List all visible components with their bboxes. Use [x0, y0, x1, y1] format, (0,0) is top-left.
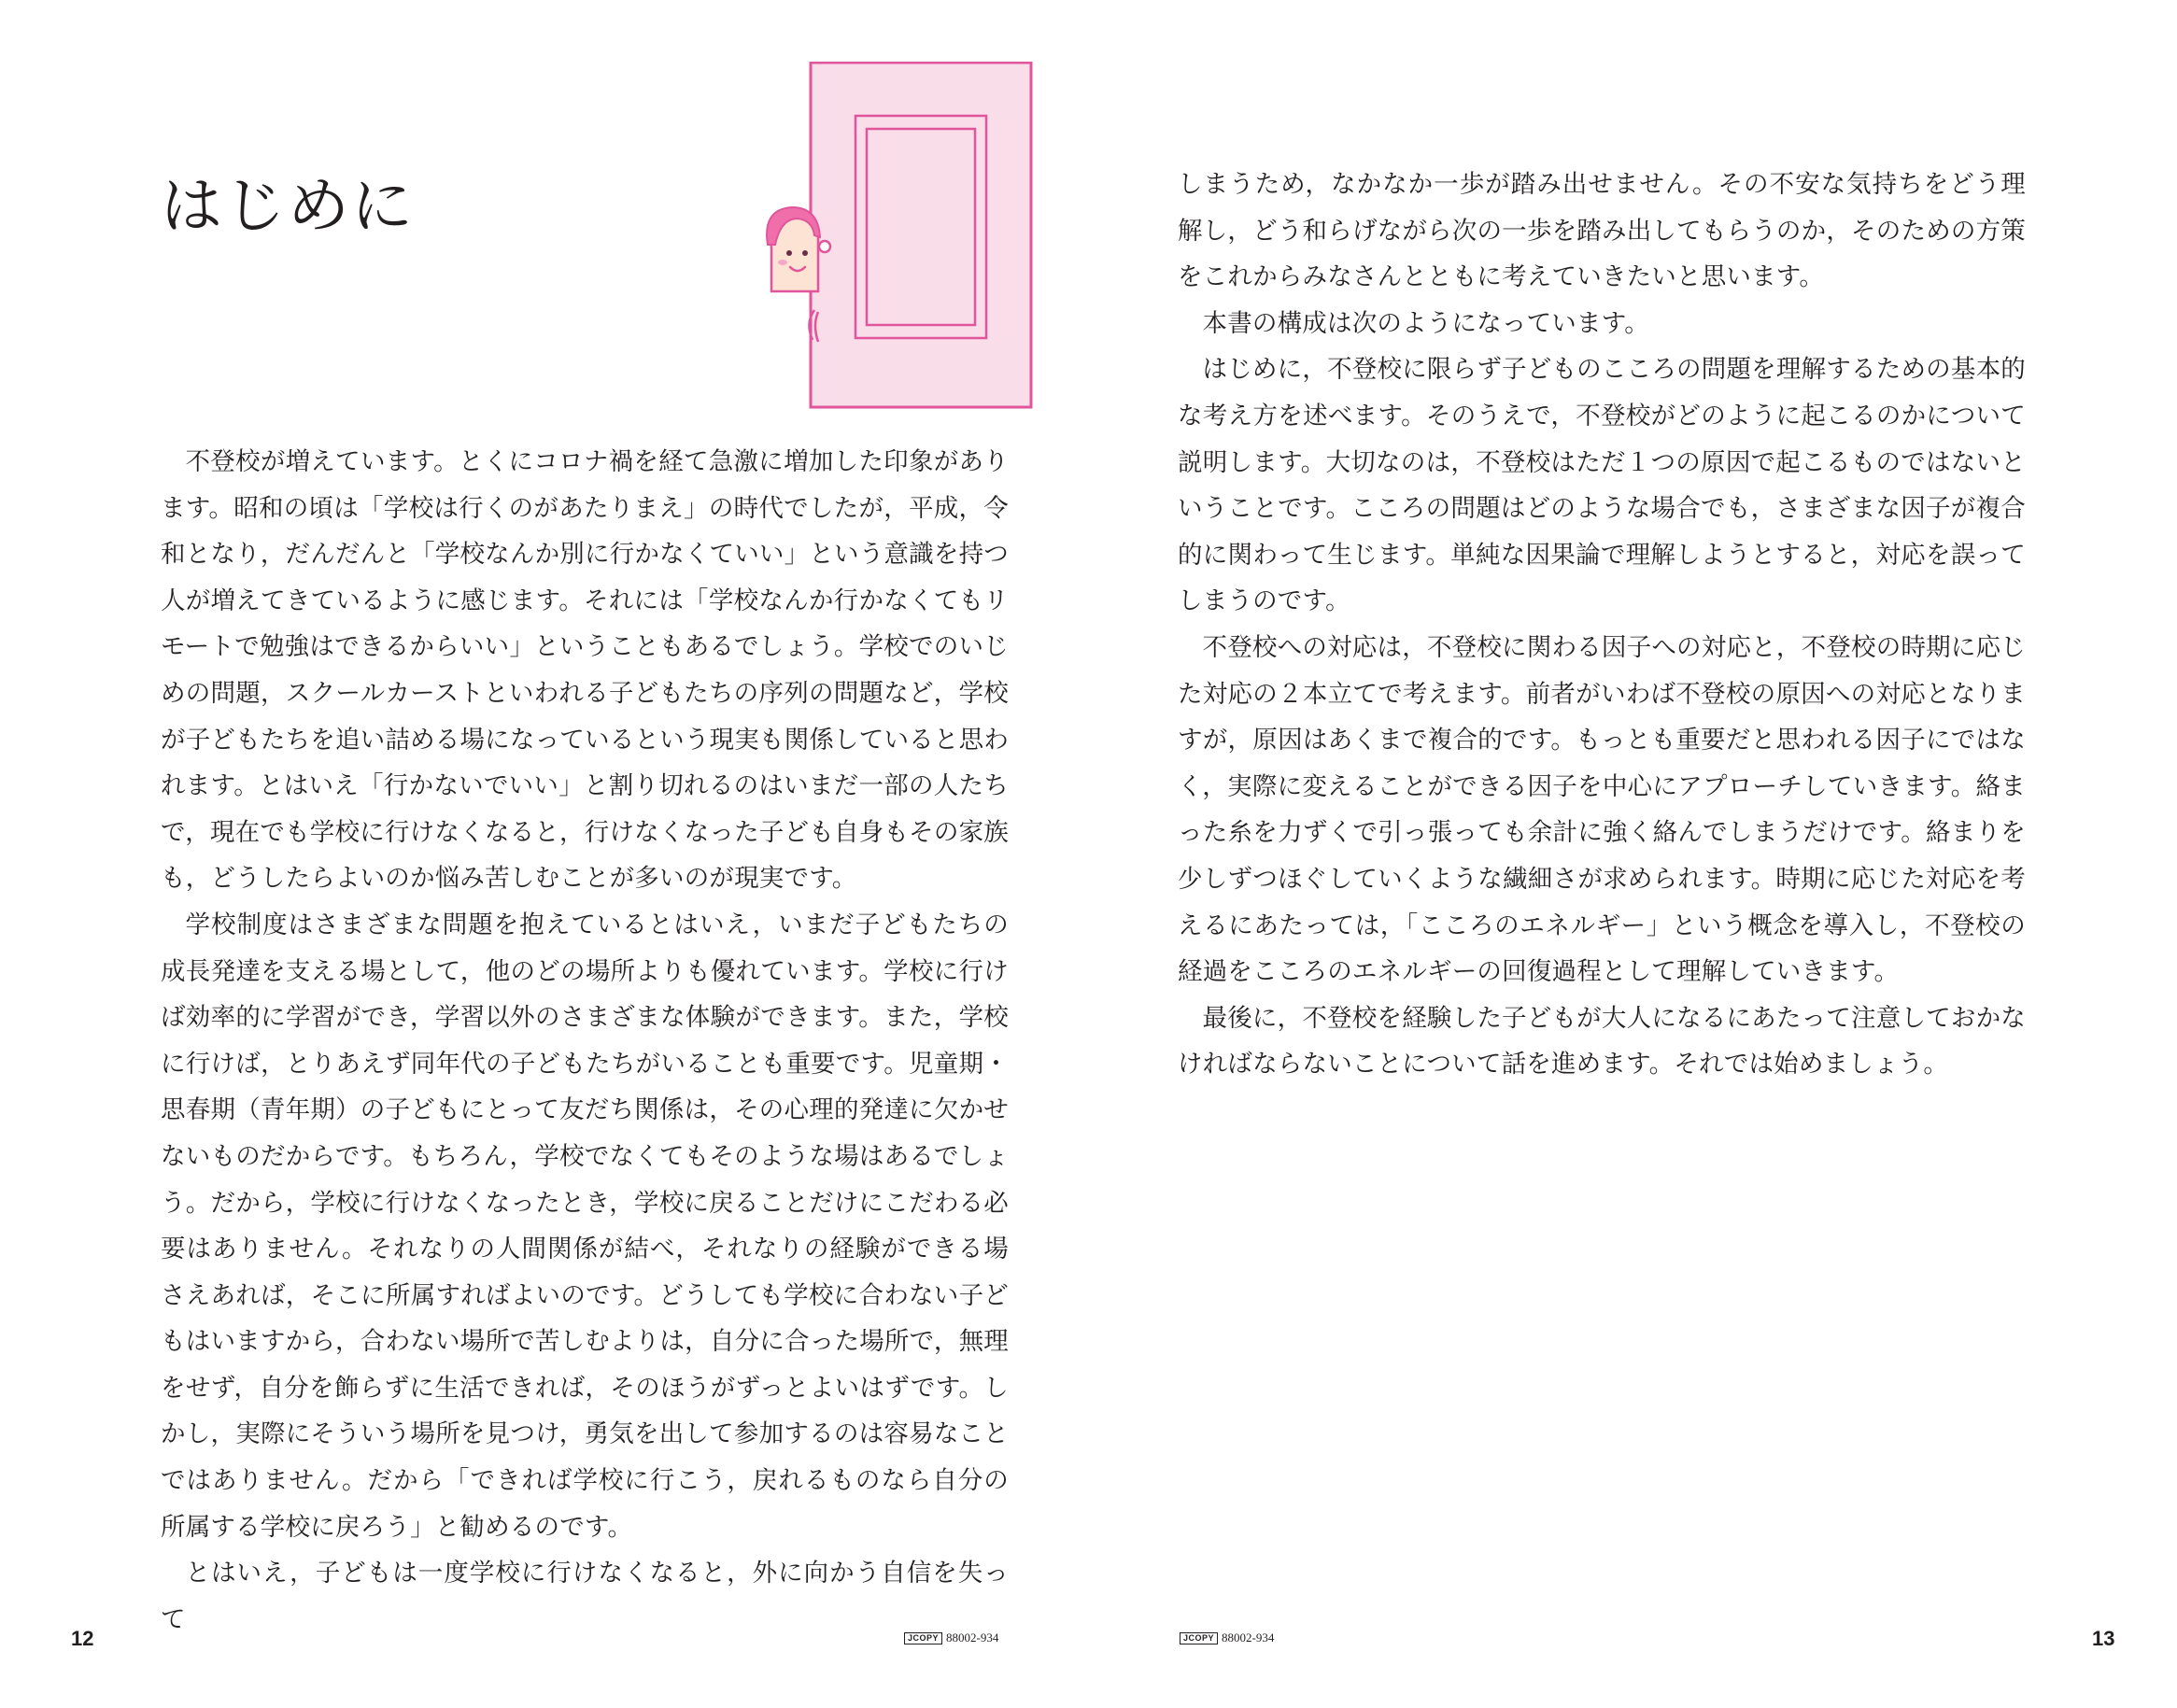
paragraph: 不登校への対応は，不登校に関わる因子への対応と，不登校の時期に応じた対応の２本立てで考えます。前者がいわば不登校の原因への対応となりますが，原因はあくまで複合的です。もっとも重要だと思われる因子にではなく，実際に変えることができる因子を中心にアプローチしていきます。絡まった糸を力ずくで引っ張っても余計に強く絡んでしまうだけです。絡まりを少しずつほぐしていくような繊細さが求められます。時期に応じた対応を考えるにあたっては，「こころのエネルギー」という概念を導入し，不登校の経過をこころのエネルギーの回復過程として理解していきます。 [1178, 632, 2026, 987]
right-page [1088, 0, 2177, 1708]
jcopy-code: 88002-934 [1222, 1630, 1275, 1644]
right-body-text [1178, 162, 2026, 1088]
paragraph-continuation: しまうため，なかなか一歩が踏み出せません。その不安な気持ちをどう理解し，どう和らげながら次の一歩を踏み出してもらうのか，そのための方策をこれからみなさんとともに考えていきたいと思います。 [1178, 170, 2026, 292]
chapter-title: はじめに [161, 170, 415, 242]
paragraph: とはいえ，子どもは一度学校に行けなくなると，外に向かう自信を失って [161, 1559, 1009, 1634]
page-number: 13 [2092, 1627, 2115, 1650]
paragraph: 本書の構成は次のようになっています。 [1202, 308, 1649, 338]
jcopy-badge: JCOPY [904, 1632, 942, 1644]
jcopy-code: 88002-934 [946, 1630, 999, 1644]
left-page [0, 0, 1088, 1708]
jcopy-footer [1180, 1630, 1274, 1645]
jcopy-badge: JCOPY [1180, 1632, 1218, 1644]
paragraph: はじめに，不登校に限らず子どものこころの問題を理解するための基本的な考え方を述べます。そのうえで，不登校がどのように起こるのかについて説明します。大切なのは，不登校はただ１つの原因で起こるものではないということです。こころの問題はどのような場合でも，さまざまな因子が複合的に関わって生じます。単純な因果論で理解しようとすると，対応を誤ってしまうのです。 [1178, 355, 2026, 616]
jcopy-footer [904, 1630, 998, 1645]
page-number: 12 [71, 1627, 94, 1650]
paragraph: 最後に，不登校を経験した子どもが大人になるにあたって注意しておかなければならないことについて話を進めます。それでは始めましょう。 [1178, 1003, 2026, 1080]
paragraph: 不登校が増えています。とくにコロナ禍を経て急激に増加した印象があります。昭和の頃は「学校は行くのがあたりまえ」の時代でしたが，平成，令和となり，だんだんと「学校なんか別に行かなくていい」という意識を持つ人が増えてきているように感じます。それには「学校なんか行かなくてもリモートで勉強はできるからいい」ということもあるでしょう。学校でのいじめの問題，スクールカーストといわれる子どもたちの序列の問題など，学校が子どもたちを追い詰める場になっているという現実も関係していると思われます。とはいえ「行かないでいい」と割り切れるのはいまだ一部の人たちで，現在でも学校に行けなくなると，行けなくなった子ども自身もその家族も，どうしたらよいのか悩み苦しむことが多いのが現実です。 [161, 447, 1009, 894]
paragraph: 学校制度はさまざまな問題を抱えているとはいえ，いまだ子どもたちの成長発達を支える場として，他のどの場所よりも優れています。学校に行けば効率的に学習ができ，学習以外のさまざまな体験ができます。また，学校に行けば，とりあえず同年代の子どもたちがいることも重要です。児童期・思春期（青年期）の子どもにとって友だち関係は，その心理的発達に欠かせないものだからです。もちろん，学校でなくてもそのような場はあるでしょう。だから，学校に行けなくなったとき，学校に戻ることだけにこだわる必要はありません。それなりの人間関係が結べ，それなりの経験ができる場さえあれば，そこに所属すればよいのです。どうしても学校に合わない子どもはいますから，合わない場所で苦しむよりは，自分に合った場所で，無理をせず，自分を飾らずに生活できれば，そのほうがずっとよいはずです。しかし，実際にそういう場所を見つけ，勇気を出して参加するのは容易なことではありません。だから「できれば学校に行こう，戻れるものなら自分の所属する学校に戻ろう」と勧めるのです。 [161, 910, 1009, 1542]
left-body-text [161, 439, 1009, 1643]
child-peeking-door-icon [734, 62, 1033, 409]
